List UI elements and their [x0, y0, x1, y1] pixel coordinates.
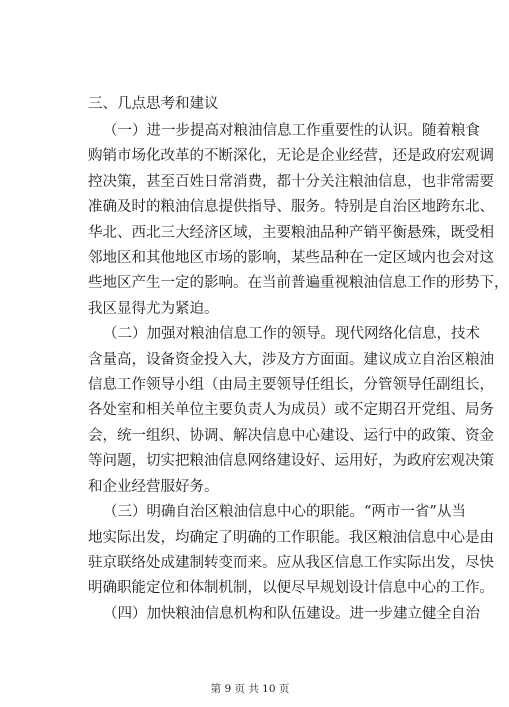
- paragraph-4: [88, 602, 480, 627]
- paragraph-line: （一）进一步提高对粮油信息工作重要性的认识。随着粮食: [103, 123, 480, 139]
- paragraph-line: 邻地区和其他地区市场的影响，某些品种在一定区域内也会对这: [88, 250, 494, 267]
- paragraph-line: 等问题，切实把粮油信息网络建设好、运用好，为政府宏观决策: [88, 453, 494, 470]
- paragraph-3: [88, 500, 494, 602]
- paragraph-line: 会，统一组织、协调、解决信息中心建设、运行中的政策、资金: [88, 427, 494, 444]
- page-number-footer: 第 9 页 共 10 页: [210, 683, 290, 695]
- paragraph-line: 明确职能定位和体制机制，以便尽早规划设计信息中心的工作。: [88, 580, 494, 597]
- paragraph-line: 信息工作领导小组（由局主要领导任组长，分管领导任副组长，: [88, 377, 494, 394]
- paragraph-line: （四）加快粮油信息机构和队伍建设。进一步建立健全自治: [103, 605, 480, 622]
- paragraph-line: 些地区产生一定的影响。在当前普遍重视粮油信息工作的形势下，: [88, 275, 509, 292]
- paragraph-1: [88, 119, 509, 322]
- section-heading: 三、几点思考和建议: [88, 96, 219, 112]
- paragraph-line: 驻京联络处成建制转变而来。应从我区信息工作实际出发，尽快: [88, 554, 494, 571]
- paragraph-line: 含量高，设备资金投入大，涉及方方面面。建议成立自治区粮油: [88, 351, 494, 368]
- paragraph-line: 地实际出发，均确定了明确的工作职能。我区粮油信息中心是由: [88, 529, 494, 546]
- document-body: [88, 92, 509, 627]
- paragraph-line: 我区显得尤为紧迫。: [88, 300, 219, 317]
- paragraph-line: 各处室和相关单位主要负责人为成员）或不定期召开党组、局务: [88, 402, 494, 419]
- paragraph-line: 华北、西北三大经济区域，主要粮油品种产销平衡悬殊，既受相: [88, 224, 494, 241]
- paragraph-line: （二）加强对粮油信息工作的领导。现代网络化信息，技术: [103, 326, 480, 343]
- paragraph-line: 控决策，甚至百姓日常消费，都十分关注粮油信息，也非常需要: [88, 173, 494, 190]
- paragraph-line: 和企业经营服好务。: [88, 478, 219, 495]
- paragraph-line: 准确及时的粮油信息提供指导、服务。特别是自治区地跨东北、: [88, 199, 494, 216]
- paragraph-2: [88, 322, 494, 500]
- paragraph-line: （三）明确自治区粮油信息中心的职能。“两市一省”从当: [103, 504, 466, 521]
- paragraph-line: 购销市场化改革的不断深化，无论是企业经营，还是政府宏观调: [88, 148, 494, 165]
